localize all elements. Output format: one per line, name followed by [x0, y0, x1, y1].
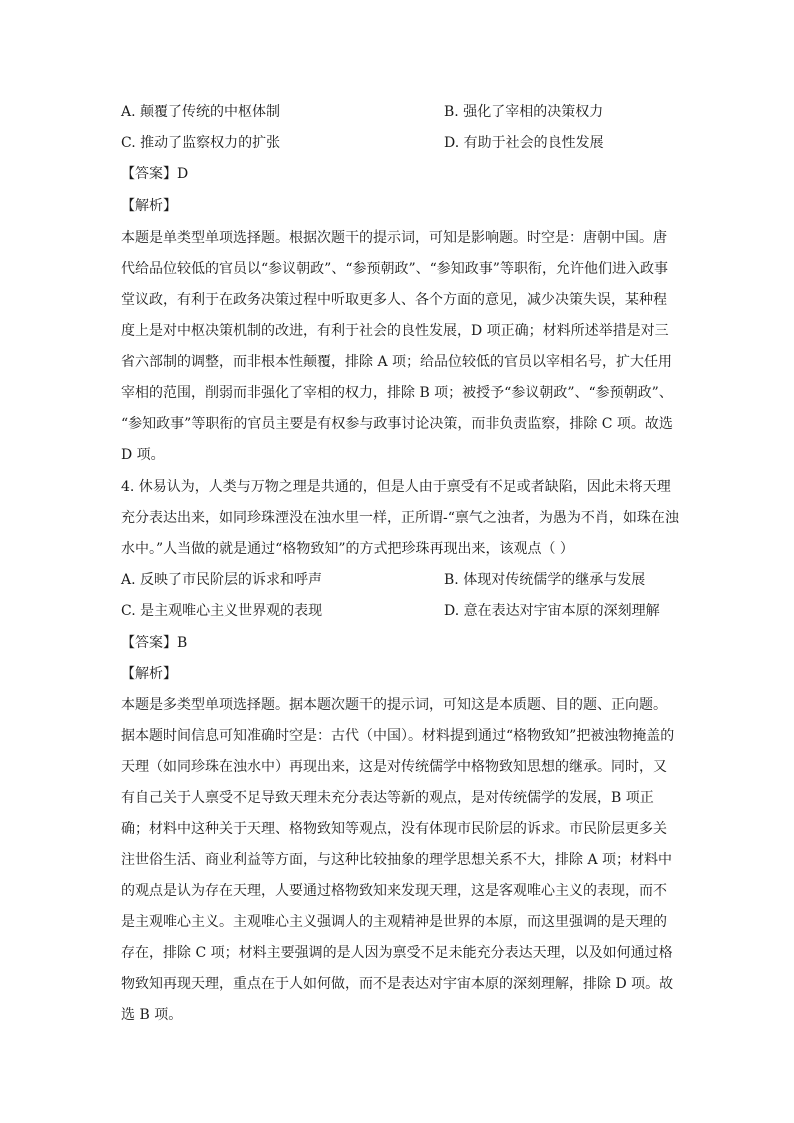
q3-analysis-line: 宰相的范围，削弱而非强化了宰相的权力，排除 B 项；被授予“参议朝政”、“参预朝政”、 — [121, 385, 673, 401]
q4-analysis-line: 存在，排除 C 项；材料主要强调的是人因为禀受不足未能充分表达天理，以及如何通过格 — [121, 945, 673, 961]
q4-analysis-line: 本题是多类型单项选择题。据本题次题干的提示词，可知这是本质题、目的题、正向题。 — [121, 697, 667, 713]
q3-answer: 【答案】D — [121, 166, 189, 182]
q3-analysis-line: 省六部制的调整，而非根本性颠覆，排除 A 项；给品位较低的官员以宰相名号，扩大任用 — [121, 354, 673, 370]
q4-answer: 【答案】B — [121, 635, 188, 651]
q3-options-row-2 — [121, 131, 681, 155]
q4-option-b: B. 体现对传统儒学的继承与发展 — [444, 572, 646, 588]
q3-options-row-1 — [121, 100, 681, 124]
q4-option-c: C. 是主观唯心主义世界观的表现 — [121, 603, 323, 619]
q4-analysis-line: 天理（如同珍珠在浊水中）再现出来，这是对传统儒学中格物致知思想的继承。同时，又 — [121, 759, 667, 775]
q4-analysis-line: 物致知再现天理，重点在于人如何做，而不是表达对宇宙本原的深刻理解，排除 D 项。故 — [121, 976, 674, 992]
q4-analysis-line: 有自己关于人禀受不足导致天理未充分表达等新的观点，是对传统儒学的发展，B 项正 — [121, 790, 654, 806]
q3-option-a: A. 颠覆了传统的中枢体制 — [121, 104, 281, 120]
q4-analysis-label: 【解析】 — [121, 666, 177, 682]
q3-option-d: D. 有助于社会的良性发展 — [444, 135, 604, 151]
q3-analysis-label: 【解析】 — [121, 198, 177, 214]
q4-option-d: D. 意在表达对宇宙本原的深刻理解 — [444, 603, 660, 619]
q3-analysis-line: 本题是单类型单项选择题。根据次题干的提示词，可知是影响题。时空是：唐朝中国。唐 — [121, 230, 667, 246]
q3-analysis-line: D 项。 — [121, 447, 165, 463]
q4-options-row-2 — [121, 599, 681, 623]
q4-stem-line: 4. 休易认为，人类与万物之理是共通的，但是人由于禀受有不足或者缺陷，因此未将天理 — [121, 479, 671, 495]
q4-analysis-line: 注世俗生活、商业利益等方面，与这种比较抽象的理学思想关系不大，排除 A 项；材料中 — [121, 852, 673, 868]
q4-analysis-line: 据本题时间信息可知准确时空是：古代（中国）。材料提到通过“格物致知”把被浊物掩盖的 — [121, 728, 675, 744]
q3-analysis-line: 堂议政，有利于在政务决策过程中听取更多人、各个方面的意见，减少决策失误，某种程 — [121, 292, 667, 308]
q4-stem-line: 水中。”人当做的就是通过“格物致知”的方式把珍珠再现出来，该观点（ ） — [121, 541, 574, 557]
q3-option-c: C. 推动了监察权力的扩张 — [121, 135, 281, 151]
q4-option-a: A. 反映了市民阶层的诉求和呼声 — [121, 572, 323, 588]
q4-analysis-line: 是主观唯心主义。主观唯心主义强调人的主观精神是世界的本原，而这里强调的是天理的 — [121, 914, 667, 930]
q4-analysis-line: 的观点是认为存在天理，人要通过格物致知来发现天理，这是客观唯心主义的表现，而不 — [121, 883, 667, 899]
q4-stem-line: 充分表达出来，如同珍珠湮没在浊水里一样，正所谓-“禀气之浊者，为愚为不肖，如珠在浊 — [121, 510, 679, 526]
q4-analysis-line: 选 B 项。 — [121, 1007, 183, 1023]
q4-options-row-1 — [121, 568, 681, 592]
q3-option-b: B. 强化了宰相的决策权力 — [444, 104, 604, 120]
q4-analysis-line: 确；材料中这种关于天理、格物致知等观点，没有体现市民阶层的诉求。市民阶层更多关 — [121, 821, 667, 837]
q3-analysis-line: 代给品位较低的官员以“参议朝政”、“参预朝政”、“参知政事”等职衔，允许他们进入政事 — [121, 261, 668, 277]
q3-analysis-line: “参知政事”等职衔的官员主要是有权参与政事讨论决策，而非负责监察，排除 C 项。故选 — [121, 416, 673, 432]
q3-analysis-line: 度上是对中枢决策机制的改进，有利于社会的良性发展，D 项正确；材料所述举措是对三 — [121, 323, 669, 339]
